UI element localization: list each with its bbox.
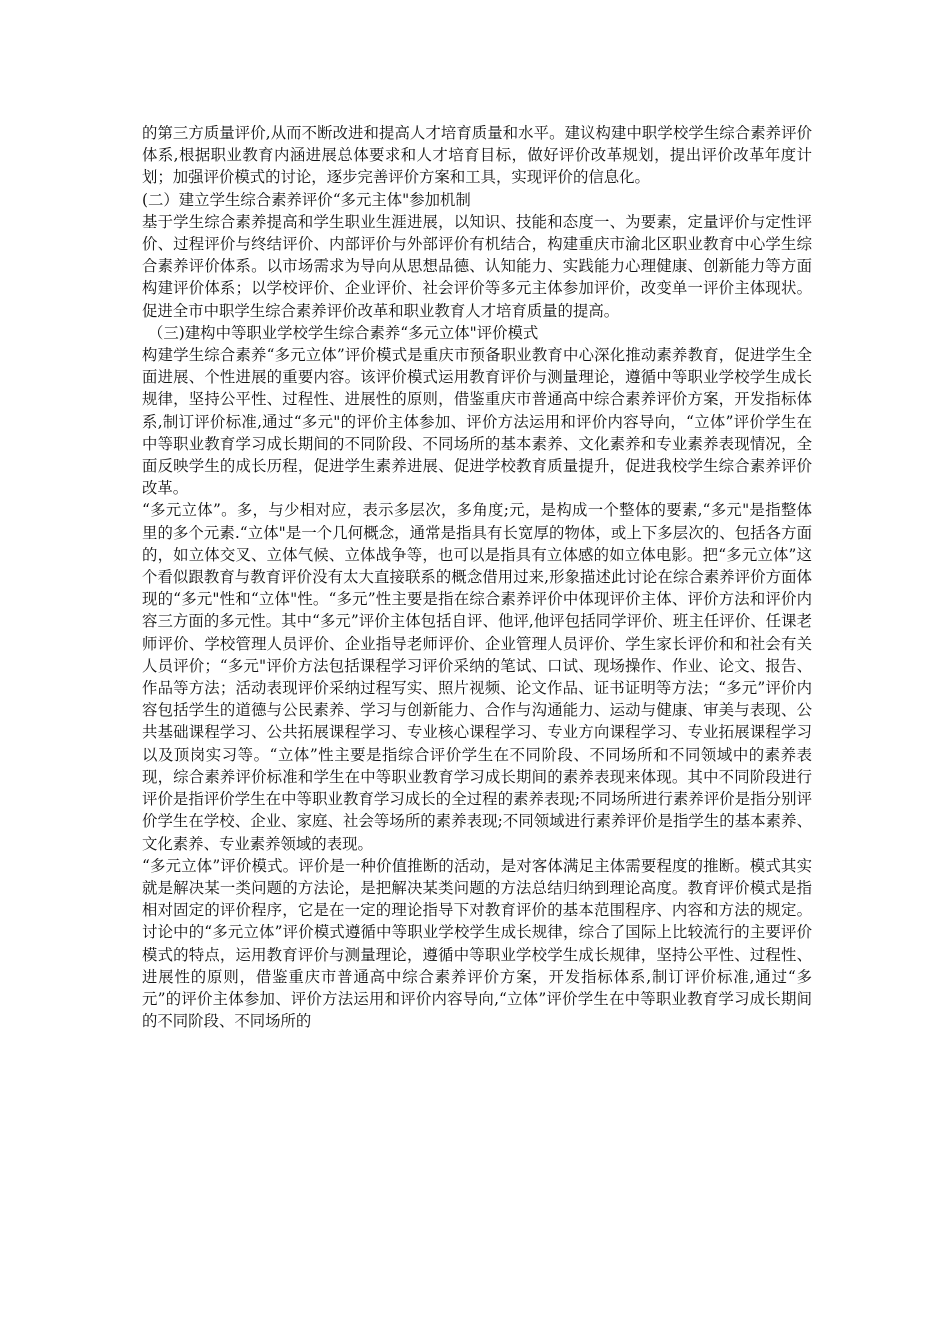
paragraph-evaluation-model: “多元立体”评价模式。评价是一种价值推断的活动，是对客体满足主体需要程度的推断。模式其实就是解决某一类问题的方法论，是把解决某类问题的方法总结归纳到理论高度。教育评价模式是指相对固定的评价程序，它是在一定的理论指导下对教育评价的基本范围程序、内容和方法的规定。讨论中的“多元立体”评价模式遵循中等职业学校学生成长规律，综合了国际上比较流行的主要评价模式的特点，运用教育评价与测量理论，遵循中等职业学校学生成长规律，坚持公平性、过程性、进展性的原则，借鉴重庆市普通高中综合素养评价方案，开发指标体系,制订评价标准,通过“多元”的评价主体参加、评价方法运用和评价内容导向,“立体”评价学生在中等职业教育学习成长期间的不同阶段、不同场所的 — [142, 856, 812, 1031]
section-heading-3: （三)建构中等职业学校学生综合素养“多元立体"评价模式 — [148, 323, 539, 342]
document-body — [142, 122, 812, 1032]
paragraph-multi-subject: 基于学生综合素养提高和学生职业生涯进展，以知识、技能和态度一、为要素，定量评价与定性评价、过程评价与终结评价、内部评价与外部评价有机结合，构建重庆市渝北区职业教育中心学生综合素养评价体系。以市场需求为导向从思想品德、认知能力、实践能力心理健康、创新能力等方面构建评价体系；以学校评价、企业评价、社会评价等多元主体参加评价，改变单一评价主体现状。促进全市中职学生综合素养评价改革和职业教育人才培育质量的提高。 — [142, 212, 812, 320]
paragraph-multi-dimension-definition: “多元立体”。多，与少相对应，表示多层次，多角度;元，是构成一个整体的要素,“多元"是指整体里的多个元素.“立体"是一个几何概念，通常是指具有长宽厚的物体，或上下多层次的、包括各方面的，如立体交叉、立体气候、立体战争等，也可以是指具有立体感的如立体电影。把“多元立体”这个看似跟教育与教育评价没有太大直接联系的概念借用过来,形象描述此讨论在综合素养评价方面体现的“多元"性和“立体"性。“多元”性主要是指在综合素养评价中体现评价主体、评价方法和评价内容三方面的多元性。其中“多元”评价主体包括自评、他评,他评包括同学评价、班主任评价、任课老师评价、学校管理人员评价、企业指导老师评价、企业管理人员评价、学生家长评价和和社会有关人员评价；“多元"评价方法包括课程学习评价采纳的笔试、口试、现场操作、作业、论文、报告、作品等方法；活动表现评价采纳过程写实、照片视频、论文作品、证书证明等方法；“多元”评价内容包括学生的道德与公民素养、学习与创新能力、合作与沟通能力、运动与健康、审美与表现、公共基础课程学习、公共拓展课程学习、专业核心课程学习、专业方向课程学习、专业拓展课程学习以及顶岗实习等。“立体”性主要是指综合评价学生在不同阶段、不同场所和不同领域中的素养表现，综合素养评价标准和学生在中等职业教育学习成长期间的素养表现来体现。其中不同阶段进行评价是指评价学生在中等职业教育学习成长的全过程的素养表现;不同场所进行素养评价是指分别评价学生在学校、企业、家庭、社会等场所的素养表现;不同领域进行素养评价是指学生的基本素养、文化素养、专业素养领域的表现。 — [142, 501, 812, 853]
section-heading-2: (二）建立学生综合素养评价“多元主体"参加机制 — [142, 190, 471, 209]
paragraph-model-overview: 构建学生综合素养“多元立体”评价模式是重庆市预备职业教育中心深化推动素养教育，促进学生全面进展、个性进展的重要内容。该评价模式运用教育评价与测量理论，遵循中等职业学校学生成长规律，坚持公平性、过程性、进展性的原则，借鉴重庆市普通高中综合素养评价方案，开发指标体系,制订评价标准,通过“多元"的评价主体参加、评价方法运用和评价内容导向，“立体”评价学生在中等职业教育学习成长期间的不同阶段、不同场所的基本素养、文化素养和专业素养表现情况，全面反映学生的成长历程，促进学生素养进展、促进学校教育质量提升，促进我校学生综合素养评价改革。 — [142, 346, 812, 498]
paragraph-quality-evaluation: 的第三方质量评价,从而不断改进和提高人才培育质量和水平。建议构建中职学校学生综合素养评价体系,根据职业教育内涵进展总体要求和人才培育目标，做好评价改革规划，提出评价改革年度计划；加强评价模式的讨论，逐步完善评价方案和工具，实现评价的信息化。 — [142, 124, 812, 187]
